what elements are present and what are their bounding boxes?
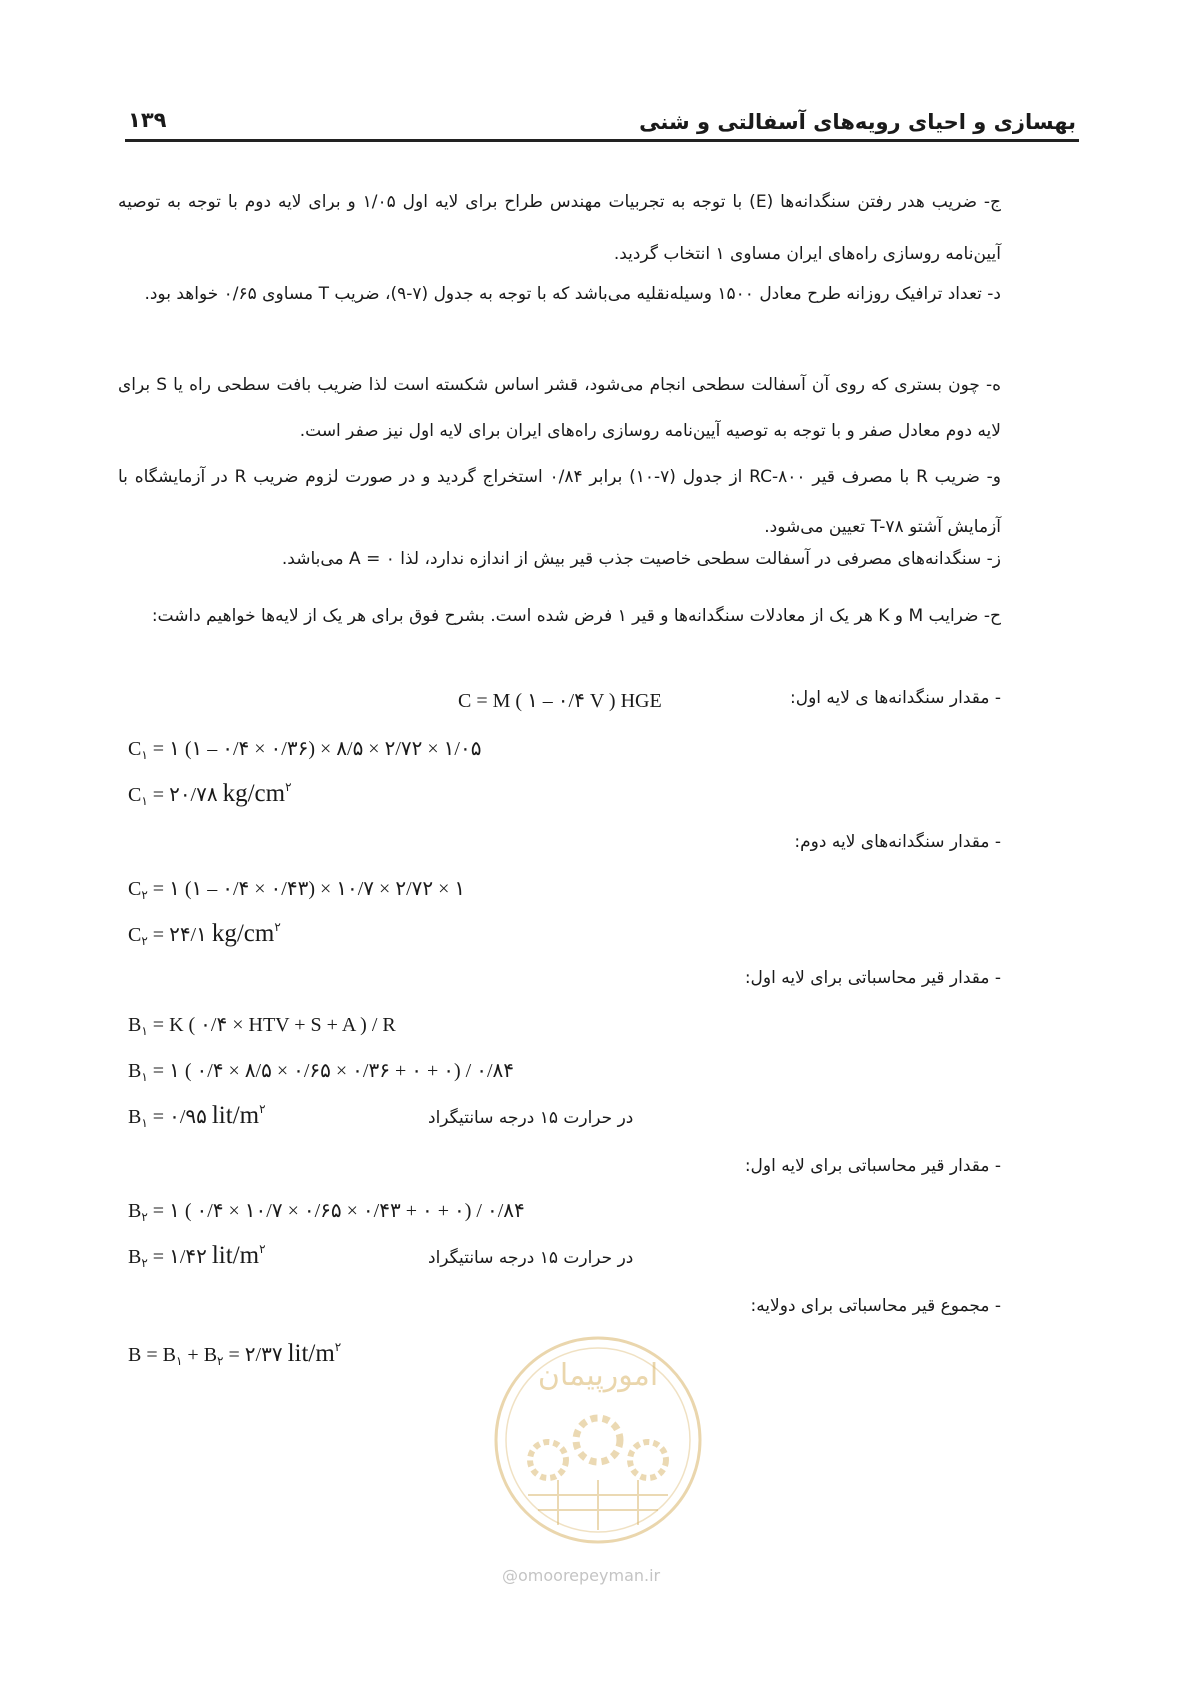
symbol: B (128, 1246, 142, 1268)
expression: = ۱ (۱ – ۰/۴ × ۰/۳۶) × ۸/۵ × ۲/۷۲ × ۱/۰۵ (152, 738, 482, 760)
subscript: ۲ (141, 934, 148, 948)
value: = ۲۰/۷۸ (152, 784, 218, 806)
formula-aggregate: C = M ( ۱ – ۰/۴ V ) HGE (458, 690, 662, 712)
expression: = ۱ ( ۰/۴ × ۸/۵ × ۰/۶۵ × ۰/۳۶ + ۰ + ۰) / ۰/۸۴ (152, 1060, 515, 1082)
watermark-seal-icon (488, 1330, 708, 1550)
subscript: ۱ (141, 1116, 148, 1130)
subscript: ۲ (141, 1210, 148, 1224)
paragraph-he2: ح- ضرایب M و K هر یک از معادلات سنگدانه‌ها و قیر ۱ فرض شده است. بشرح فوق برای هر یک از لایه‌ها خواهیم داشت: (151, 606, 1001, 626)
heading-aggregate-layer-1: - مقدار سنگدانه‌ها ی لایه اول: (790, 688, 1001, 708)
running-header-title: بهسازی و احیای رویه‌های آسفالتی و شنی (639, 110, 1076, 134)
plus-term: + B (187, 1344, 218, 1366)
superscript: ۲ (334, 1340, 342, 1354)
expression: = ۱ ( ۰/۴ × ۱۰/۷ × ۰/۶۵ × ۰/۴۳ + ۰ + ۰) / ۰/۸۴ (152, 1200, 525, 1222)
subscript-1: ۱ (175, 1354, 183, 1368)
superscript: ۲ (259, 1242, 266, 1256)
heading-binder-layer-2: - مقدار قیر محاسباتی برای لایه اول: (744, 1156, 1001, 1176)
temperature-note-2: در حرارت ۱۵ درجه سانتیگراد (428, 1248, 634, 1268)
subscript: ۲ (141, 888, 148, 902)
calc-b1 (128, 1058, 514, 1085)
calc-b2 (128, 1198, 525, 1225)
paragraph-dal: د- تعداد ترافیک روزانه طرح معادل ۱۵۰۰ وسیله‌نقلیه می‌باشد که با توجه به جدول (۷-۹)، ضریب T مساوی ۰/۶۵ خواهد بود. (144, 284, 1001, 304)
lhs: B = B (128, 1344, 176, 1366)
subscript: ۱ (141, 1070, 148, 1084)
result-b2 (128, 1242, 266, 1271)
paragraph-ze: ز- سنگدانه‌های مصرفی در آسفالت سطحی خاصیت جذب قیر بیش از اندازه ندارد، لذا A = ۰ می‌باشد. (281, 549, 1001, 569)
subscript-2: ۲ (217, 1354, 224, 1368)
calc-c1 (128, 736, 481, 763)
symbol: B (128, 1014, 142, 1036)
paragraph-he: ه- چون بستری که روی آن آسفالت سطحی انجام می‌شود، قشر اساس شکسته است لذا ضریب بافت سطحی راه یا S برای لایه دوم معادل صفر و با توجه به توصیه آیین‌نامه روسازی راه‌های ایران برای لایه اول نیز صفر است. (118, 375, 1002, 441)
superscript: ۲ (274, 920, 281, 934)
symbol: B (128, 1106, 142, 1128)
subscript: ۱ (141, 1024, 148, 1038)
heading-aggregate-layer-2: - مقدار سنگدانه‌های لایه دوم: (794, 832, 1001, 852)
expression: = K ( ۰/۴ × HTV + S + A ) / R (152, 1014, 396, 1036)
expression: = ۱ (۱ – ۰/۴ × ۰/۴۳) × ۱۰/۷ × ۲/۷۲ × ۱ (152, 878, 466, 900)
subscript: ۲ (141, 1256, 148, 1270)
superscript: ۲ (285, 780, 292, 794)
symbol: B (128, 1060, 142, 1082)
superscript: ۲ (259, 1102, 266, 1116)
symbol: C (128, 784, 142, 806)
watermark-url: @omoorepeyman.ir (502, 1566, 661, 1585)
result-c2 (128, 920, 281, 949)
unit: lit/m (211, 1242, 260, 1269)
paragraph-vav: و- ضریب R با مصرف قیر RC-۸۰۰ از جدول (۷-۱۰) برابر ۰/۸۴ استخراج گردید و در صورت لزوم ضریب R در آزمایشگاه با آزمایش آشتو T-۷۸ تعیین می‌شود. (118, 467, 1002, 537)
symbol: C (128, 738, 142, 760)
symbol: B (128, 1200, 142, 1222)
value: = ۱/۴۲ (152, 1246, 207, 1268)
header-rule (125, 139, 1079, 142)
temperature-note-1: در حرارت ۱۵ درجه سانتیگراد (428, 1108, 634, 1128)
value: = ۲/۳۷ (228, 1344, 283, 1366)
page-number: ۱۳۹ (128, 108, 167, 132)
unit: kg/cm (211, 920, 275, 947)
unit: kg/cm (222, 780, 286, 807)
value: = ۲۴/۱ (152, 924, 207, 946)
calc-c2 (128, 876, 465, 903)
subscript: ۱ (141, 748, 148, 762)
result-total-binder (128, 1340, 341, 1369)
symbol: C (128, 924, 142, 946)
heading-binder-total: - مجموع قیر محاسباتی برای دولایه: (750, 1296, 1001, 1316)
symbol: C (128, 878, 142, 900)
value: = ۰/۹۵ (152, 1106, 207, 1128)
unit: lit/m (287, 1340, 335, 1367)
result-c1 (128, 780, 292, 809)
watermark-brand: امورپیمان (537, 1358, 659, 1393)
result-b1 (128, 1102, 266, 1131)
unit: lit/m (211, 1102, 260, 1129)
paragraph-jim: ج- ضریب هدر رفتن سنگدانه‌ها (E) با توجه به تجربیات مهندس طراح برای لایه اول ۱/۰۵ و برای لایه دوم با توجه به توصیه آیین‌نامه روسازی راه‌های ایران مساوی ۱ انتخاب گردید. (118, 192, 1002, 264)
subscript: ۱ (141, 794, 148, 808)
heading-binder-layer-1: - مقدار قیر محاسباتی برای لایه اول: (744, 968, 1001, 988)
formula-binder (128, 1012, 396, 1039)
